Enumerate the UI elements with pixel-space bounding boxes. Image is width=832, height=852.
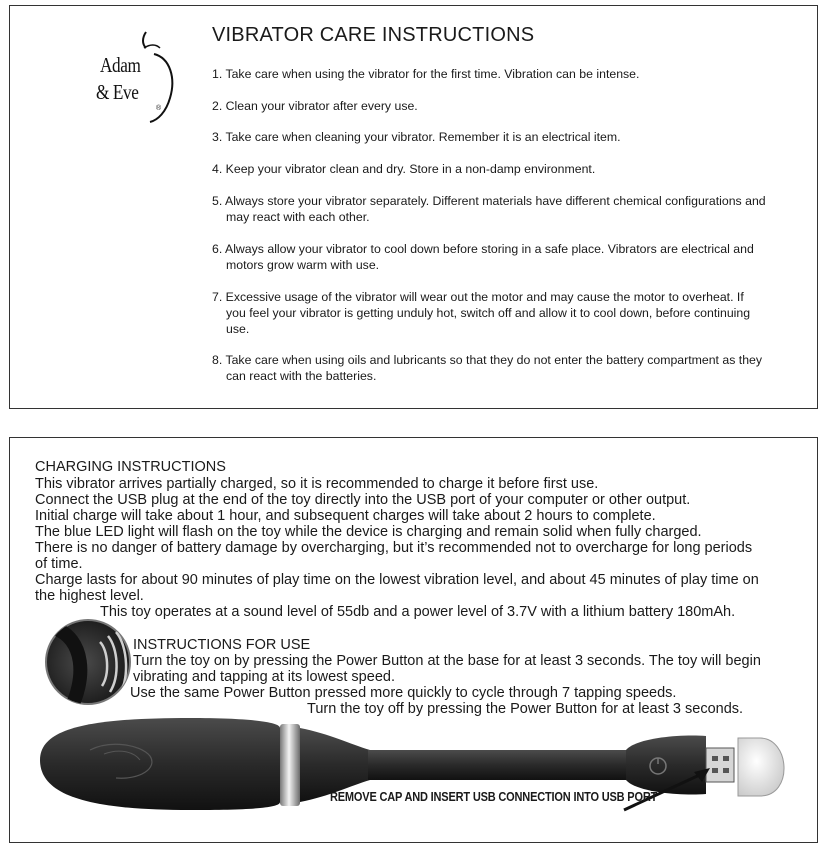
- care-item-3: 3. Take care when cleaning your vibrator. Remember it is an electrical item.: [212, 130, 621, 144]
- care-item-8: 8. Take care when using oils and lubricants so that they do not enter the battery compartment as they can react with the batteries.: [212, 353, 763, 383]
- care-item-1: 1. Take care when using the vibrator for the first time. Vibration can be intense.: [212, 67, 640, 81]
- charging-line-7: This toy operates at a sound level of 55db and a power level of 3.7V with a lithium battery 180mAh.: [100, 604, 736, 620]
- usb-cap-icon: [738, 738, 784, 796]
- usage-line-1: Turn the toy on by pressing the Power Button at the base for at least 3 seconds. The toy will begin vibrating and tapping at its lowest speed.: [133, 653, 761, 685]
- charging-title: CHARGING INSTRUCTIONS: [35, 459, 226, 475]
- logo-text-adam: Adam: [100, 53, 141, 77]
- charging-line-3: Initial charge will take about 1 hour, and subsequent charges will take about 2 hours to complete.: [35, 508, 656, 524]
- registered-mark: ®: [156, 105, 162, 112]
- usb-connector-icon: [706, 748, 734, 782]
- care-instructions-panel: [9, 5, 818, 409]
- care-item-5: 5. Always store your vibrator separately. Different materials have different chemical configurations and may react with each other.: [212, 194, 766, 224]
- apple-outline-icon: [84, 28, 180, 128]
- care-title: VIBRATOR CARE INSTRUCTIONS: [212, 24, 535, 46]
- logo-text-eve: & Eve: [96, 80, 139, 104]
- care-item-6: 6. Always allow your vibrator to cool down before storing in a safe place. Vibrators are electrical and motors grow warm with use.: [212, 242, 754, 272]
- usage-line-2: Use the same Power Button pressed more quickly to cycle through 7 tapping speeds.: [130, 685, 677, 701]
- usage-line-3: Turn the toy off by pressing the Power Button for at least 3 seconds.: [307, 701, 744, 717]
- usb-instruction-label: REMOVE CAP AND INSERT USB CONNECTION INTO USB PORT: [330, 790, 658, 804]
- care-item-2: 2. Clean your vibrator after every use.: [212, 99, 418, 113]
- charging-line-4: The blue LED light will flash on the toy while the device is charging and remain solid when fully charged.: [35, 524, 702, 540]
- adam-and-eve-logo: [84, 28, 180, 128]
- usage-title: INSTRUCTIONS FOR USE: [133, 637, 311, 653]
- charging-line-6: Charge lasts for about 90 minutes of play time on the lowest vibration level, and about 45 minutes of play time on the highest level.: [35, 572, 759, 604]
- tapping-head-closeup-icon: [44, 618, 140, 714]
- care-item-7: 7. Excessive usage of the vibrator will wear out the motor and may cause the motor to overheat. If you feel your vibrator is getting unduly hot, switch off and allow it to cool down, before continuing use.: [212, 290, 751, 336]
- charging-panel: [9, 437, 818, 843]
- charging-line-2: Connect the USB plug at the end of the toy directly into the USB port of your computer or other output.: [35, 492, 691, 508]
- charging-line-5: There is no danger of battery damage by overcharging, but it’s recommended not to overcharge for long periods of time.: [35, 540, 753, 572]
- charging-line-1: This vibrator arrives partially charged, so it is recommended to charge it before first use.: [35, 476, 599, 492]
- care-item-4: 4. Keep your vibrator clean and dry. Store in a non-damp environment.: [212, 162, 596, 176]
